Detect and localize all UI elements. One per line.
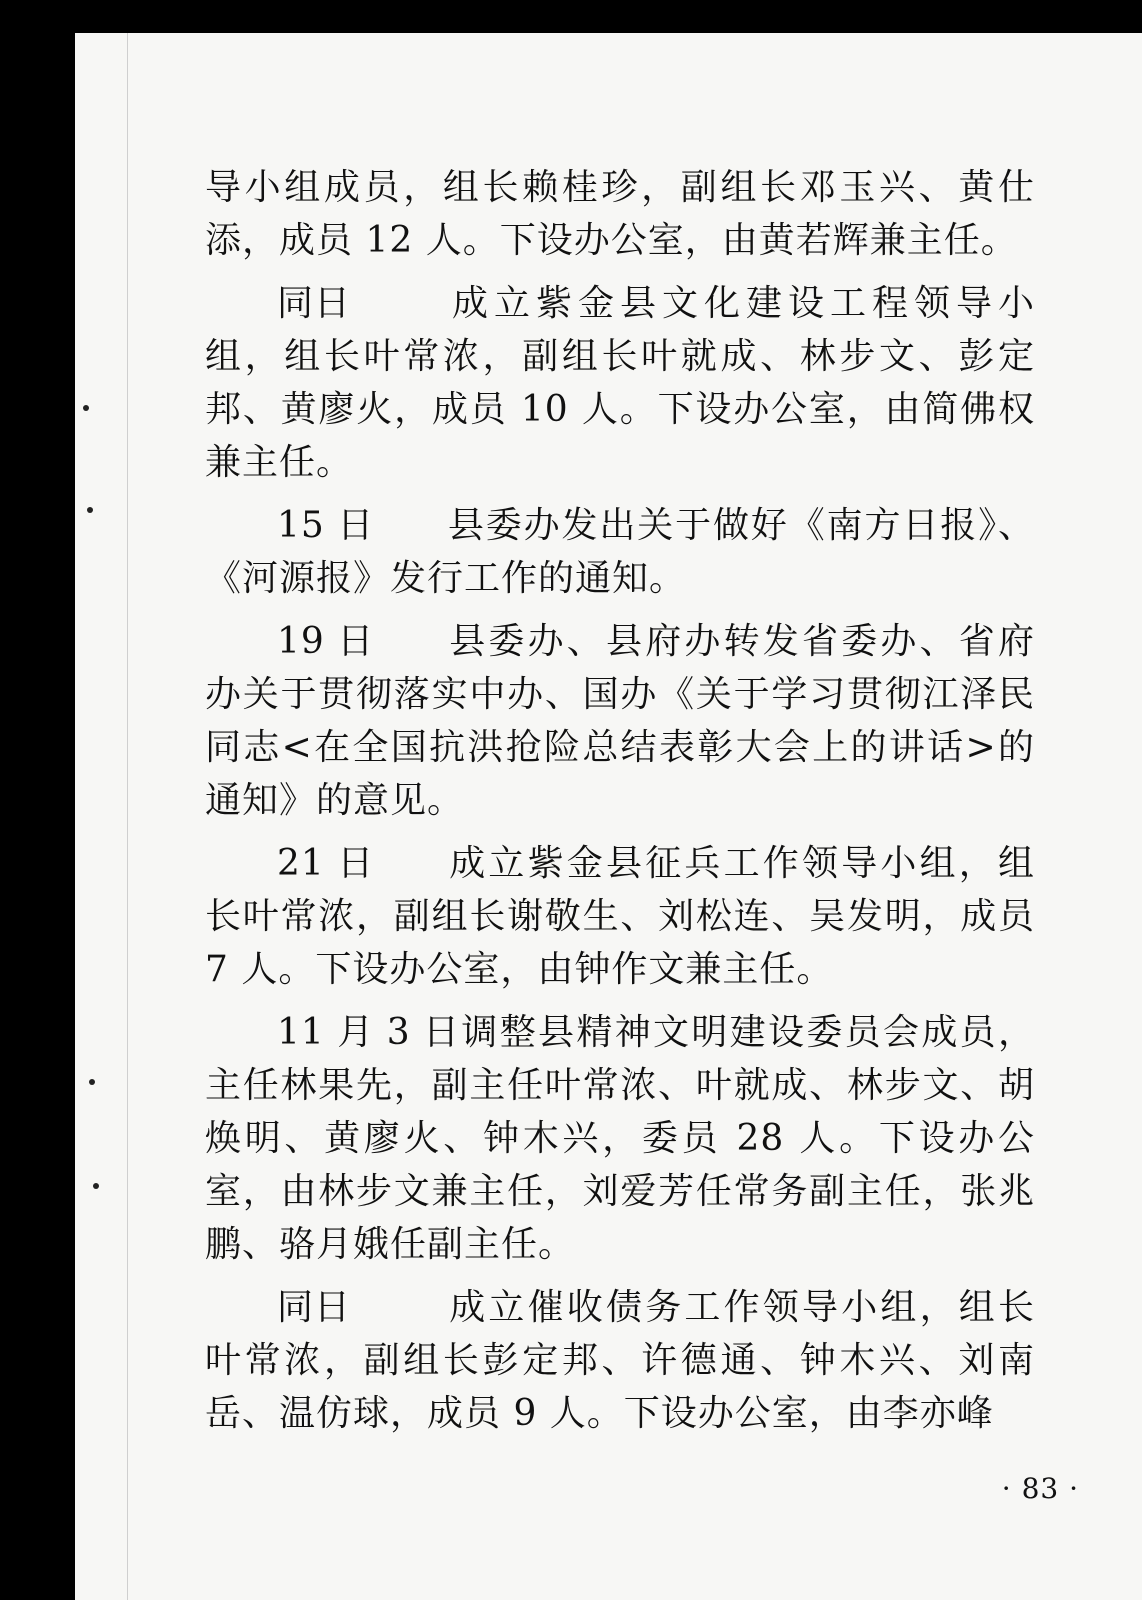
paragraph-text: 县委办发出关于做好《南方日报》、《河源报》发行工作的通知。 [205, 505, 1035, 599]
entry-date: 19 日 [277, 621, 375, 662]
entry-date: 15 日 [277, 505, 375, 546]
paragraph-text: 导小组成员，组长赖桂珍，副组长邓玉兴、黄仕添，成员 12 人。下设办公室，由黄若辉兼主任。 [205, 167, 1035, 261]
paragraph-entry [205, 499, 1035, 605]
entry-date: 11 月 3 日 [277, 1012, 461, 1053]
entry-date: 同日 [277, 1287, 352, 1328]
paragraph-entry [205, 1006, 1035, 1271]
paragraph-entry [205, 1281, 1035, 1440]
entry-date: 同日 [277, 283, 352, 324]
paragraph-entry [205, 837, 1035, 996]
paragraph-text: 县委办、县府办转发省委办、省府办关于贯彻落实中办、国办《关于学习贯彻江泽民同志<在全国抗洪抢险总结表彰大会上的讲话>的通知》的意见。 [205, 621, 1035, 821]
paragraph-text: 调整县精神文明建设委员会成员，主任林果先，副主任叶常浓、叶就成、林步文、胡焕明、黄廖火、钟木兴，委员 28 人。下设办公室，由林步文兼主任，刘爱芳任常务副主任，张兆鹏、骆月娥任副主任。 [205, 1012, 1035, 1265]
paragraph-text: 成立催收债务工作领导小组，组长叶常浓，副组长彭定邦、许德通、钟木兴、刘南岳、温仿球，成员 9 人。下设办公室，由李亦峰 [205, 1287, 1035, 1434]
body-text [205, 161, 1035, 1450]
scan-speck [87, 507, 93, 513]
binding-margin-line [127, 33, 128, 1600]
scanned-page [75, 33, 1142, 1600]
paragraph-entry [205, 615, 1035, 827]
scan-speck [93, 1183, 99, 1189]
page-number: · 83 · [1001, 1472, 1079, 1505]
paragraph-entry [205, 277, 1035, 489]
entry-date: 21 日 [277, 843, 375, 884]
paragraph-text: 成立紫金县征兵工作领导小组，组长叶常浓，副组长谢敬生、刘松连、吴发明，成员 7 人。下设办公室，由钟作文兼主任。 [205, 843, 1035, 990]
scan-speck [83, 405, 89, 411]
paragraph-continued [205, 161, 1035, 267]
scan-speck [89, 1079, 95, 1085]
paragraph-text: 成立紫金县文化建设工程领导小组，组长叶常浓，副组长叶就成、林步文、彭定邦、黄廖火，成员 10 人。下设办公室，由简佛权兼主任。 [205, 283, 1035, 483]
